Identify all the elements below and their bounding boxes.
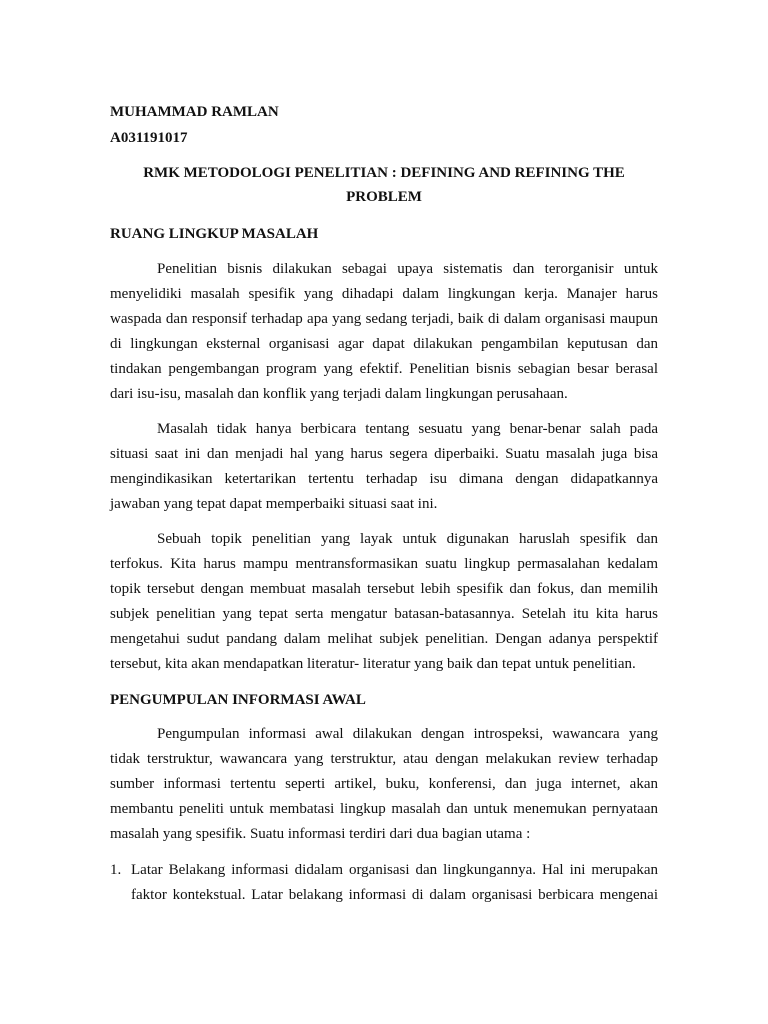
text-line: tersebut, kita akan mendapatkan literatur- literatur yang baik dan tepat untuk penelitian. xyxy=(110,656,636,672)
text-line: membantu peneliti untuk membatasi lingkup masalah dan untuk menemukan pernyataan xyxy=(110,801,658,817)
list-item-number: 1. xyxy=(110,862,122,878)
text-line: Pengumpulan informasi awal dilakukan dengan introspeksi, wawancara yang xyxy=(157,726,658,742)
text-line: terfokus. Kita harus mampu mentransformasikan suatu lingkup permasalahan kedalam xyxy=(110,556,658,572)
text-line: menyelidiki masalah spesifik yang dihadapi dalam lingkungan kerja. Manajer harus xyxy=(110,286,658,302)
document-title-line-1: RMK METODOLOGI PENELITIAN : DEFINING AND REFINING THE xyxy=(143,165,625,181)
text-line: di lingkungan eksternal organisasi agar dapat dilakukan pengambilan keputusan dan xyxy=(110,336,658,352)
text-line: tindakan pengembangan program yang efektif. Penelitian bisnis sebagian besar berasal xyxy=(110,361,658,377)
section-heading: PENGUMPULAN INFORMASI AWAL xyxy=(110,692,366,708)
text-line: mengindikasikan ketertarikan tertentu terhadap isu dimana dengan didapatkannya xyxy=(110,471,658,487)
text-line: topik tersebut dengan membuat masalah tersebut lebih spesifik dan fokus, dan memilih xyxy=(110,581,658,597)
text-line: Sebuah topik penelitian yang layak untuk digunakan haruslah spesifik dan xyxy=(157,531,658,547)
text-line: Masalah tidak hanya berbicara tentang sesuatu yang benar-benar salah pada xyxy=(157,421,658,437)
text-line: tidak terstruktur, wawancara yang terstruktur, atau dengan melakukan review terhadap xyxy=(110,751,658,767)
text-line: Latar Belakang informasi didalam organisasi dan lingkungannya. Hal ini merupakan xyxy=(131,862,658,878)
text-line: sumber informasi tertentu seperti artikel, buku, konferensi, dan juga internet, akan xyxy=(110,776,658,792)
text-line: faktor kontekstual. Latar belakang informasi di dalam organisasi berbicara mengenai xyxy=(131,887,658,903)
text-line: subjek penelitian yang tepat serta mengatur batasan-batasannya. Setelah itu kita harus xyxy=(110,606,658,622)
section-heading: RUANG LINGKUP MASALAH xyxy=(110,226,319,242)
text-line: dari isu-isu, masalah dan konflik yang terjadi dalam lingkungan perusahaan. xyxy=(110,386,568,402)
text-line: masalah yang spesifik. Suatu informasi terdiri dari dua bagian utama : xyxy=(110,826,531,842)
student-id: A031191017 xyxy=(110,130,188,146)
text-line: jawaban yang tepat dapat memperbaiki situasi saat ini. xyxy=(110,496,438,512)
text-line: Penelitian bisnis dilakukan sebagai upaya sistematis dan terorganisir untuk xyxy=(157,261,658,277)
text-line: waspada dan responsif terhadap apa yang sedang terjadi, baik di dalam organisasi maupun xyxy=(110,311,658,327)
document-title-line-2: PROBLEM xyxy=(346,189,422,205)
text-line: mengetahui sudut pandang dalam melihat subjek penelitian. Dengan adanya perspektif xyxy=(110,631,658,647)
text-line: situasi saat ini dan menjadi hal yang harus segera diperbaiki. Suatu masalah juga bisa xyxy=(110,446,658,462)
author-name: MUHAMMAD RAMLAN xyxy=(110,104,279,120)
